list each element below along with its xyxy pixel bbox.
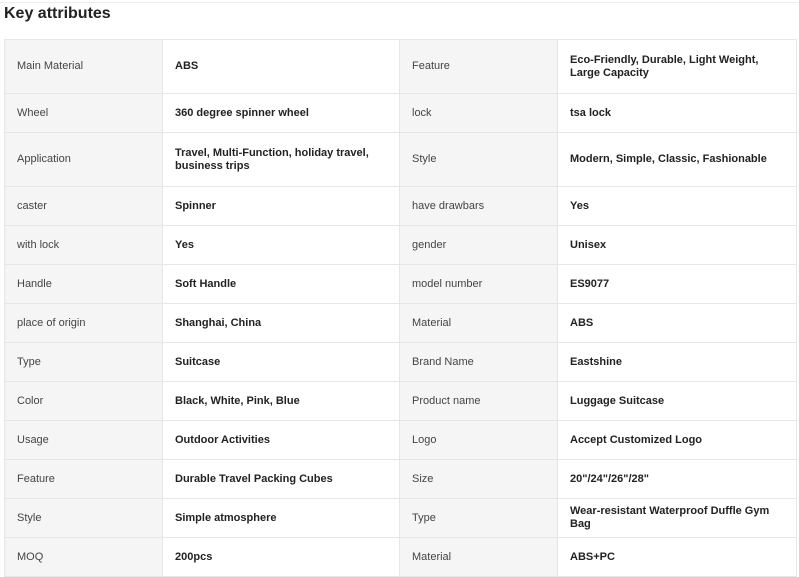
- attribute-name: Feature: [5, 460, 163, 499]
- table-row: [5, 343, 797, 382]
- attribute-value: 20"/24"/26"/28": [558, 460, 797, 499]
- table-row: [5, 265, 797, 304]
- attribute-value: Eastshine: [558, 343, 797, 382]
- attribute-value: ABS+PC: [558, 538, 797, 577]
- key-attributes-table: [4, 39, 797, 577]
- attribute-value: 360 degree spinner wheel: [163, 94, 400, 133]
- attribute-name: Material: [400, 304, 558, 343]
- attribute-name: with lock: [5, 226, 163, 265]
- attribute-value: Simple atmosphere: [163, 499, 400, 538]
- attribute-name: Usage: [5, 421, 163, 460]
- table-row: [5, 460, 797, 499]
- attribute-value: ABS: [558, 304, 797, 343]
- attribute-name: Wheel: [5, 94, 163, 133]
- attribute-name: Size: [400, 460, 558, 499]
- attribute-name: MOQ: [5, 538, 163, 577]
- attribute-value: Durable Travel Packing Cubes: [163, 460, 400, 499]
- attribute-value: Suitcase: [163, 343, 400, 382]
- attribute-name: gender: [400, 226, 558, 265]
- attribute-name: Material: [400, 538, 558, 577]
- attribute-name: Handle: [5, 265, 163, 304]
- attribute-value: Shanghai, China: [163, 304, 400, 343]
- attribute-value: Spinner: [163, 187, 400, 226]
- attribute-name: Type: [5, 343, 163, 382]
- attribute-value: Accept Customized Logo: [558, 421, 797, 460]
- attribute-value: Yes: [163, 226, 400, 265]
- attribute-name: caster: [5, 187, 163, 226]
- attribute-value: Luggage Suitcase: [558, 382, 797, 421]
- attribute-name: place of origin: [5, 304, 163, 343]
- attribute-name: Feature: [400, 40, 558, 94]
- attribute-name: Style: [5, 499, 163, 538]
- table-row: [5, 421, 797, 460]
- attribute-value: Modern, Simple, Classic, Fashionable: [558, 133, 797, 187]
- attribute-value: Travel, Multi-Function, holiday travel, business trips: [163, 133, 400, 187]
- attribute-name: have drawbars: [400, 187, 558, 226]
- attribute-value: Wear-resistant Waterproof Duffle Gym Bag: [558, 499, 797, 538]
- table-row: [5, 382, 797, 421]
- top-divider: [0, 2, 799, 3]
- section-heading: Key attributes: [4, 5, 111, 22]
- attribute-value: Yes: [558, 187, 797, 226]
- attribute-value: Eco-Friendly, Durable, Light Weight, Large Capacity: [558, 40, 797, 94]
- table-row: [5, 538, 797, 577]
- table-row: [5, 187, 797, 226]
- table-row: [5, 304, 797, 343]
- attribute-name: Style: [400, 133, 558, 187]
- attribute-name: model number: [400, 265, 558, 304]
- attribute-value: Outdoor Activities: [163, 421, 400, 460]
- attribute-value: Unisex: [558, 226, 797, 265]
- attribute-name: Application: [5, 133, 163, 187]
- attribute-name: lock: [400, 94, 558, 133]
- attribute-value: tsa lock: [558, 94, 797, 133]
- attribute-name: Main Material: [5, 40, 163, 94]
- attribute-name: Logo: [400, 421, 558, 460]
- table-row: [5, 94, 797, 133]
- table-row: [5, 133, 797, 187]
- attribute-value: ES9077: [558, 265, 797, 304]
- attribute-name: Product name: [400, 382, 558, 421]
- table-row: [5, 40, 797, 94]
- attribute-value: Soft Handle: [163, 265, 400, 304]
- attribute-value: Black, White, Pink, Blue: [163, 382, 400, 421]
- table-row: [5, 226, 797, 265]
- attribute-value: 200pcs: [163, 538, 400, 577]
- attribute-name: Type: [400, 499, 558, 538]
- attribute-name: Brand Name: [400, 343, 558, 382]
- attribute-value: ABS: [163, 40, 400, 94]
- attribute-name: Color: [5, 382, 163, 421]
- table-row: [5, 499, 797, 538]
